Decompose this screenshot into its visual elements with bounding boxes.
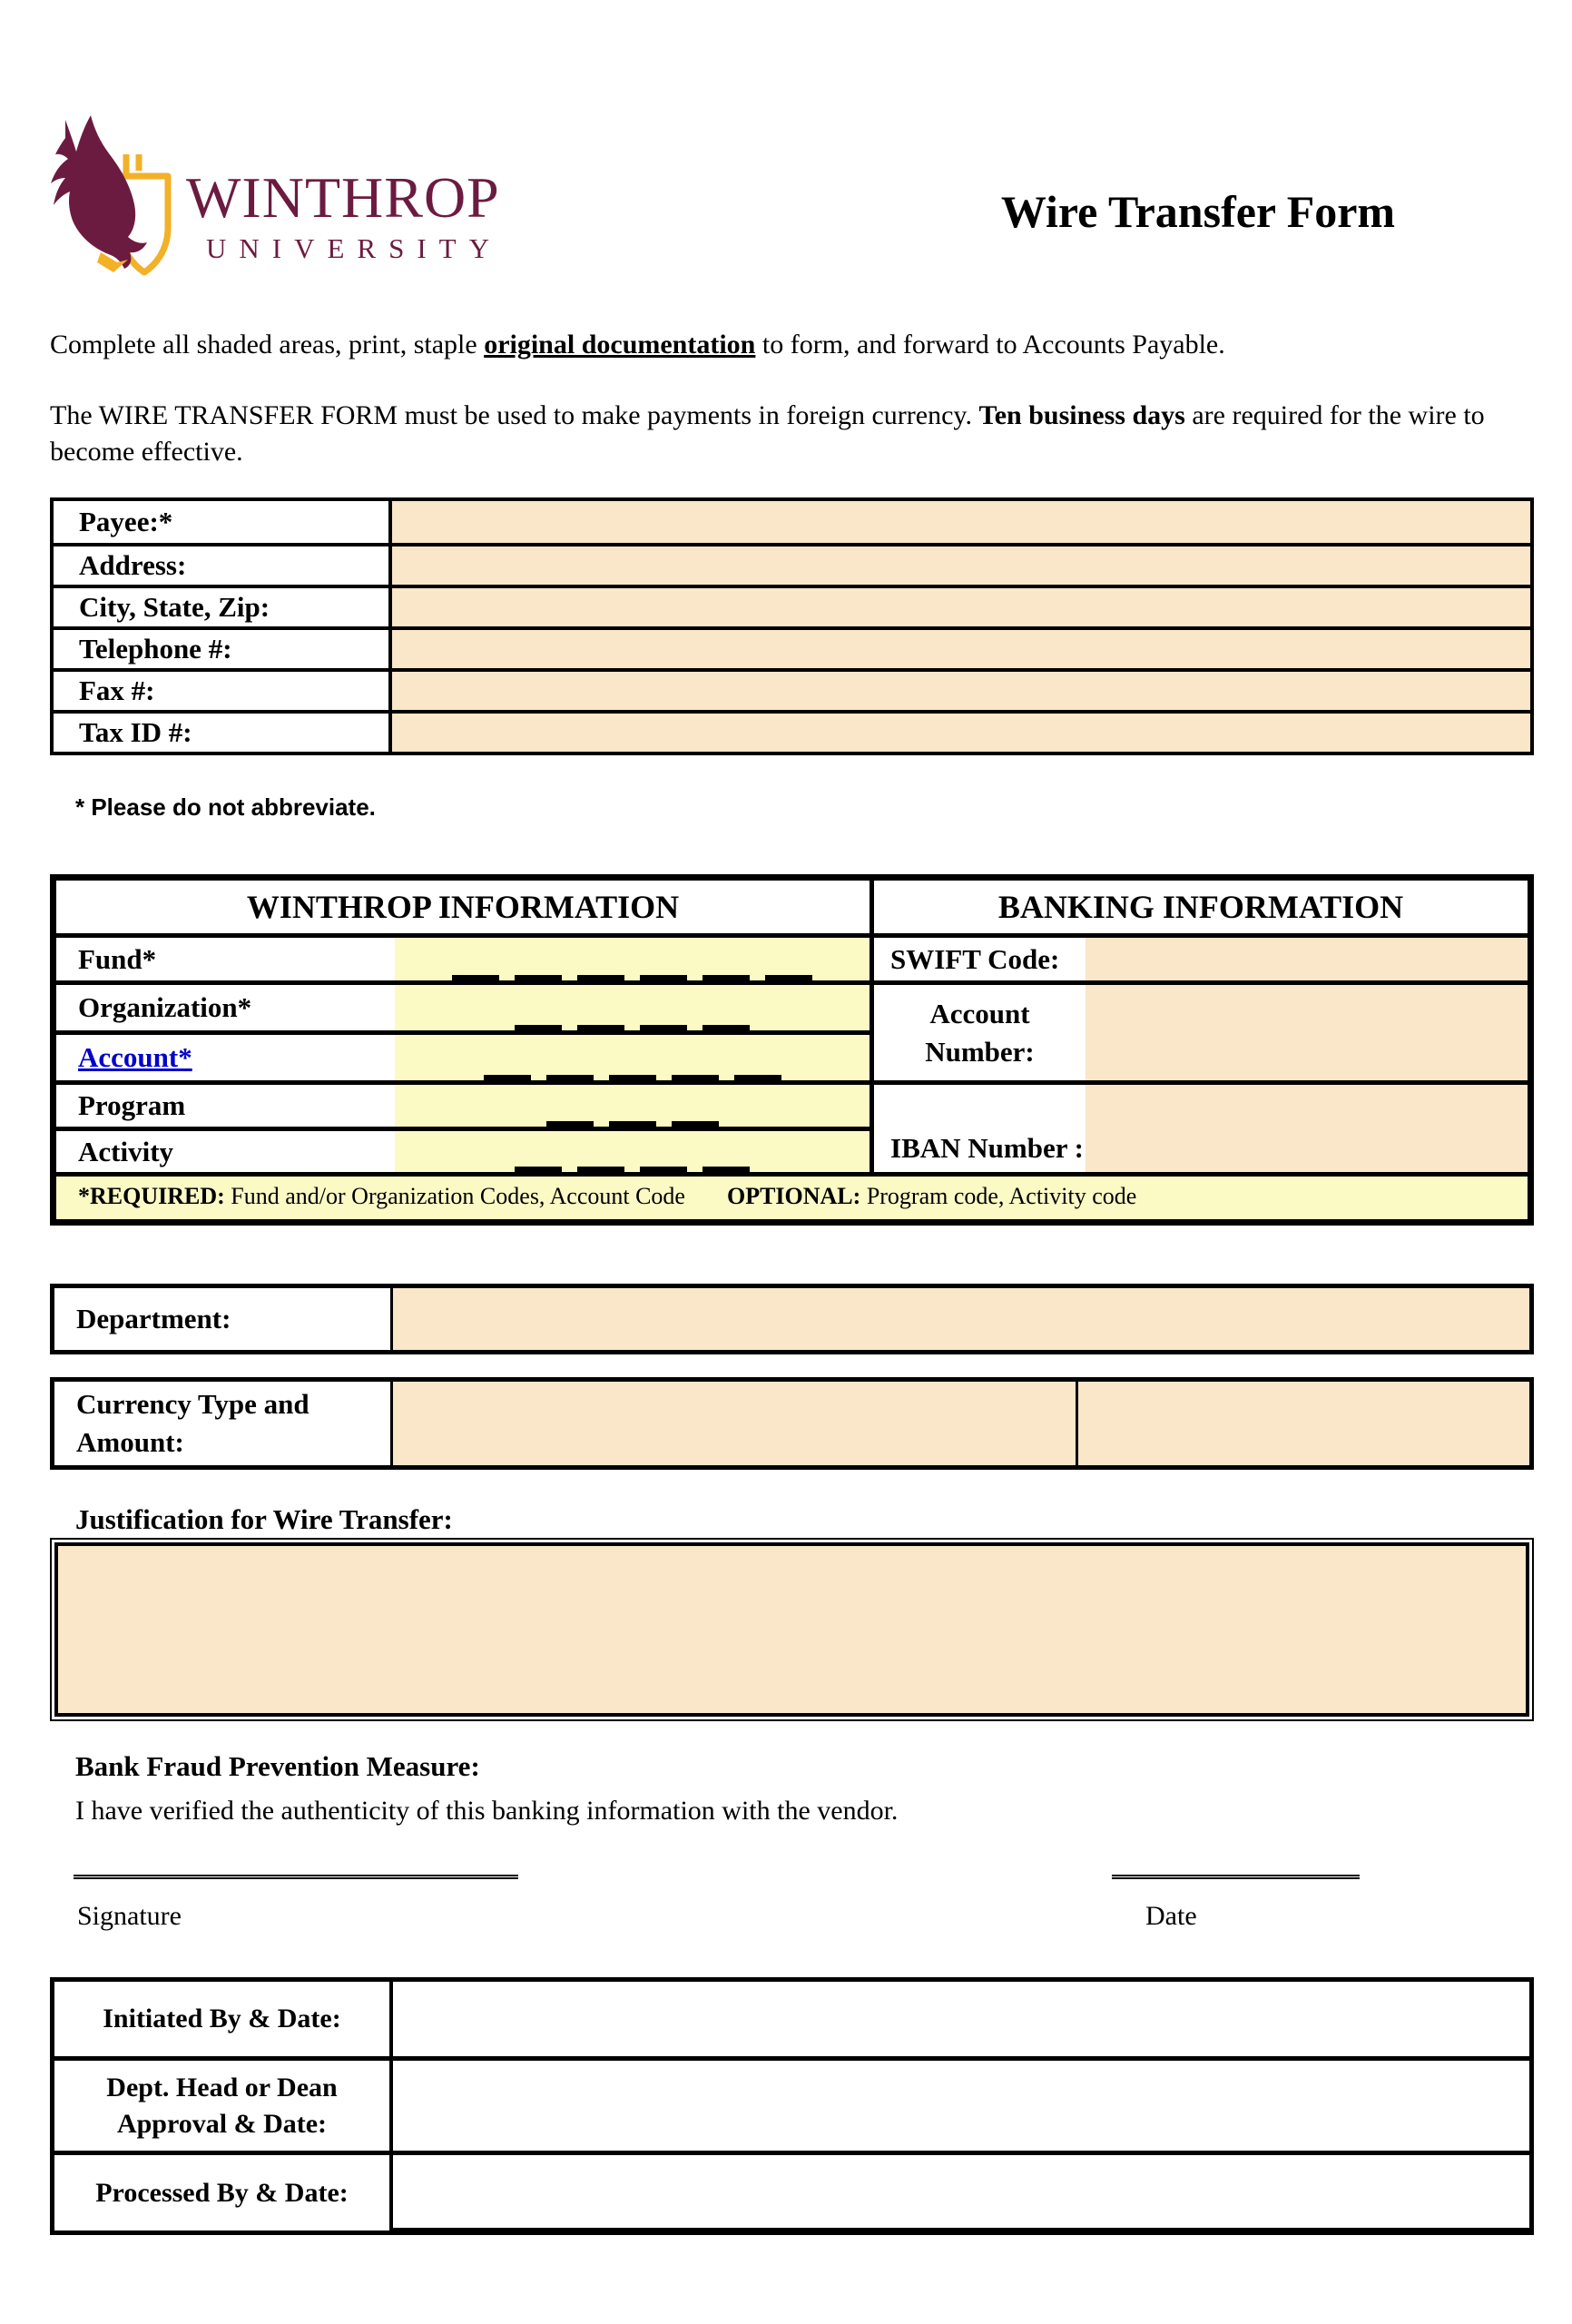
- intro-1-emphasis: original documentation: [484, 330, 756, 359]
- dept-head-approval-field[interactable]: [393, 2056, 1529, 2151]
- account-number-label: Account Number:: [874, 980, 1086, 1080]
- intro-paragraph-1: [50, 327, 1543, 363]
- account-link[interactable]: Account*: [78, 1041, 192, 1073]
- page-title: Wire Transfer Form: [1000, 186, 1396, 237]
- organization-label: Organization*: [56, 980, 395, 1030]
- fraud-prevention-heading: Bank Fraud Prevention Measure:: [75, 1750, 480, 1782]
- abbreviation-footnote: * Please do not abbreviate.: [75, 793, 376, 821]
- iban-number-label: IBAN Number :: [874, 1080, 1086, 1172]
- intro-1-pre: Complete all shaded areas, print, staple: [50, 330, 485, 359]
- city-state-zip-label: City, State, Zip:: [54, 585, 392, 626]
- justification-field[interactable]: [54, 1542, 1529, 1717]
- university-wordmark: [186, 114, 502, 283]
- winthrop-information-header: WINTHROP INFORMATION: [56, 881, 874, 933]
- telephone-field[interactable]: [392, 626, 1530, 668]
- optional-note-text: Program code, Activity code: [860, 1183, 1137, 1209]
- activity-field[interactable]: [395, 1127, 874, 1172]
- payee-info-table: [50, 497, 1534, 755]
- intro-2-pre: The WIRE TRANSFER FORM must be used to make payments in foreign currency.: [50, 400, 979, 430]
- date-label: Date: [1145, 1901, 1197, 1931]
- initiated-by-field[interactable]: [393, 1982, 1529, 2056]
- currency-type-field[interactable]: [393, 1382, 1078, 1465]
- activity-label: Activity: [56, 1127, 395, 1172]
- signature-label: Signature: [77, 1901, 182, 1931]
- justification-heading: Justification for Wire Transfer:: [75, 1503, 453, 1535]
- approval-table: [50, 1977, 1534, 2235]
- required-optional-note: [56, 1172, 1528, 1219]
- fax-label: Fax #:: [54, 668, 392, 710]
- initiated-by-label: Initiated By & Date:: [54, 1982, 393, 2056]
- currency-amount-field[interactable]: [1078, 1382, 1529, 1465]
- organization-field[interactable]: [395, 980, 874, 1030]
- department-table: [50, 1284, 1534, 1354]
- telephone-label: Telephone #:: [54, 626, 392, 668]
- account-label: [56, 1030, 395, 1080]
- address-field[interactable]: [392, 543, 1530, 585]
- program-label: Program: [56, 1080, 395, 1127]
- account-field[interactable]: [395, 1030, 874, 1080]
- dept-head-approval-label: Dept. Head or Dean Approval & Date:: [54, 2056, 393, 2151]
- fund-label: Fund*: [56, 933, 395, 980]
- intro-paragraph-2: [50, 398, 1543, 470]
- intro-2-emphasis: Ten business days: [978, 400, 1185, 430]
- tax-id-field[interactable]: [392, 710, 1530, 752]
- processed-by-field[interactable]: [393, 2151, 1529, 2230]
- program-field[interactable]: [395, 1080, 874, 1127]
- required-note-bold: *REQUIRED:: [78, 1183, 225, 1209]
- fraud-prevention-statement: I have verified the authenticity of this banking information with the vendor.: [75, 1796, 899, 1826]
- date-line[interactable]: [1112, 1859, 1360, 1879]
- city-state-zip-field[interactable]: [392, 585, 1530, 626]
- eagle-shield-icon: [50, 114, 175, 283]
- activity-dash-guides: [395, 1167, 870, 1172]
- university-logo: [50, 114, 502, 283]
- payee-label: Payee:*: [54, 501, 392, 543]
- account-number-field[interactable]: [1086, 980, 1528, 1080]
- optional-note-bold: OPTIONAL:: [726, 1183, 861, 1209]
- department-field[interactable]: [393, 1288, 1529, 1350]
- payee-field[interactable]: [392, 501, 1530, 543]
- address-label: Address:: [54, 543, 392, 585]
- intro-1-post: to form, and forward to Accounts Payable.: [755, 330, 1225, 359]
- iban-number-field[interactable]: [1086, 1080, 1528, 1172]
- fund-field[interactable]: [395, 933, 874, 980]
- codes-section-table: [50, 874, 1534, 1226]
- processed-by-label: Processed By & Date:: [54, 2151, 393, 2230]
- fax-field[interactable]: [392, 668, 1530, 710]
- department-label: Department:: [54, 1288, 393, 1350]
- currency-table: [50, 1377, 1534, 1470]
- banking-information-header: BANKING INFORMATION: [874, 881, 1528, 933]
- wordmark-university: UNIVERSITY: [206, 232, 502, 264]
- swift-code-label: SWIFT Code:: [874, 933, 1086, 980]
- currency-label: Currency Type and Amount:: [54, 1382, 393, 1465]
- required-note-text: Fund and/or Organization Codes, Account Code: [224, 1183, 685, 1209]
- wordmark-winthrop: WINTHROP: [186, 165, 500, 230]
- justification-box: [50, 1538, 1534, 1721]
- tax-id-label: Tax ID #:: [54, 710, 392, 752]
- swift-code-field[interactable]: [1086, 933, 1528, 980]
- intro-2-post: are required for the wire to become effective.: [50, 400, 1485, 467]
- signature-line[interactable]: [74, 1859, 518, 1879]
